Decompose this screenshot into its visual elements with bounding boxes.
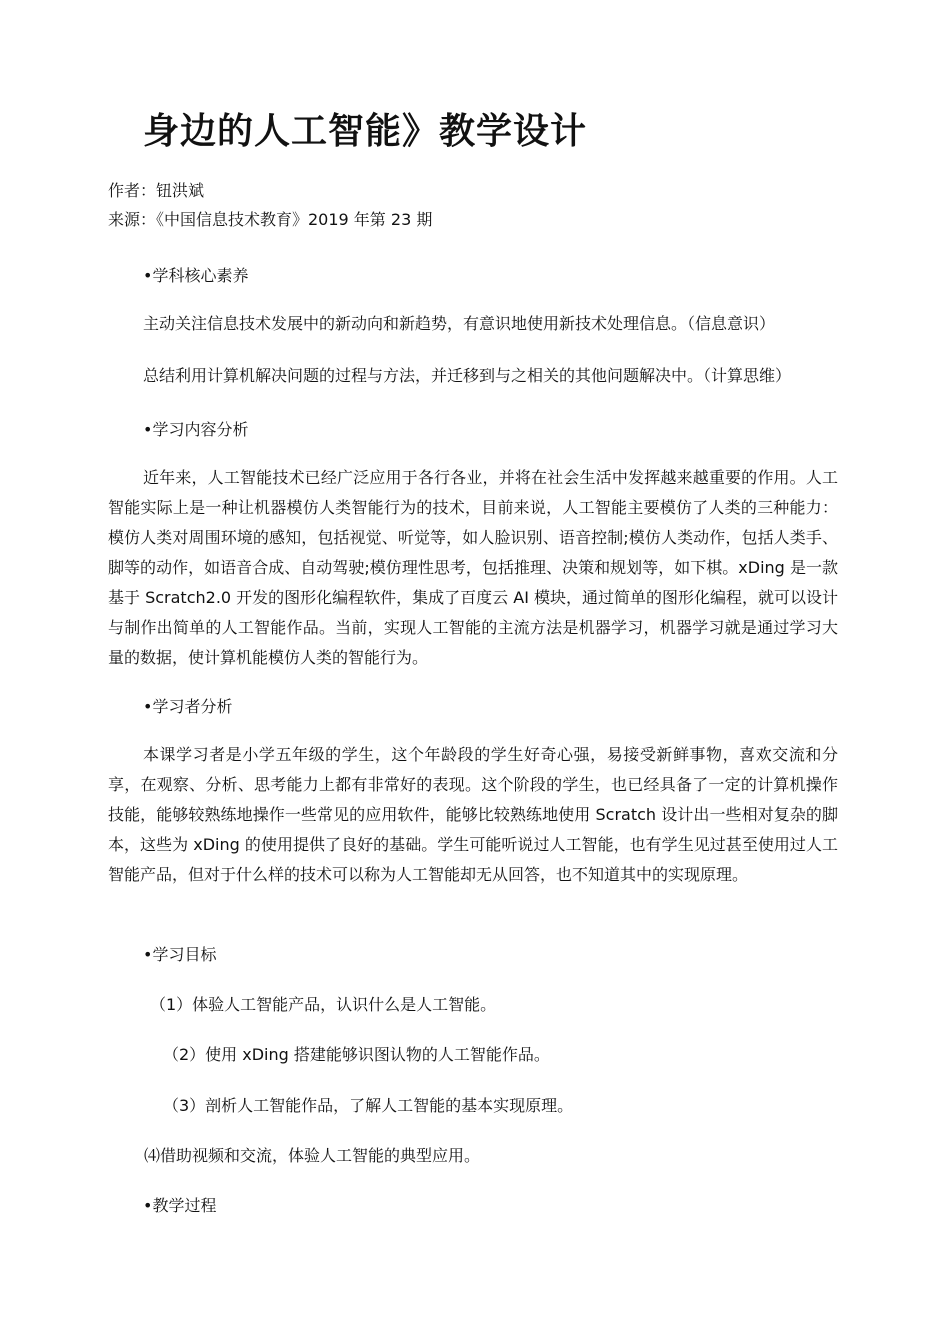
document-title: 身边的人工智能》教学设计 [143,111,588,152]
core-literacy-line-2: 总结利用计算机解决问题的过程与方法，并迁移到与之相关的其他问题解决中。（计算思维） [143,366,792,385]
author-line: 作者：钮洪斌 [108,181,205,200]
content-analysis-paragraph: 近年来，人工智能技术已经广泛应用于各行各业，并将在社会生活中发挥越来越重要的作用。人工智能实际上是一种让机器模仿人类智能行为的技术，目前来说，人工智能主要模仿了人类的三种能力：模仿人类对周围环境的感知，包括视觉、听觉等，如人脸识别、语音控制;模仿人类动作，包括人类手、脚等的动作，如语音合成、自动驾驶;模仿理性思考，包括推理、决策和规划等，如下棋。xDing 是一款基于 Scratch2.0 开发的图形化编程软件，集成了百度云 AI 模块，通过简单的图形化编程，就可以设计与制作出简单的人工智能作品。当前，实现人工智能的主流方法是机器学习，机器学习就是通过学习大量的数据，使计算机能模仿人类的智能行为。 [108,468,839,667]
objective-item-2: （2）使用 xDing 搭建能够识图认物的人工智能作品。 [163,1045,550,1064]
source-line: 来源：《中国信息技术教育》2019 年第 23 期 [108,210,433,229]
heading-core-literacy: •学科核心素养 [143,266,249,285]
objective-item-3: （3）剖析人工智能作品，了解人工智能的基本实现原理。 [163,1096,574,1115]
heading-learner-analysis: •学习者分析 [143,697,233,716]
heading-content-analysis: •学习内容分析 [143,420,249,439]
objective-item-1: （1）体验人工智能产品，认识什么是人工智能。 [150,995,497,1014]
objective-item-4: ⑷借助视频和交流，体验人工智能的典型应用。 [144,1146,481,1165]
heading-process: •教学过程 [143,1196,217,1215]
core-literacy-line-1: 主动关注信息技术发展中的新动向和新趋势，有意识地使用新技术处理信息。（信息意识） [143,314,776,333]
learner-analysis-paragraph: 本课学习者是小学五年级的学生，这个年龄段的学生好奇心强，易接受新鲜事物，喜欢交流和分享，在观察、分析、思考能力上都有非常好的表现。这个阶段的学生，也已经具备了一定的计算机操作技能，能够较熟练地操作一些常见的应用软件，能够比较熟练地使用 Scratch 设计出一些相对复杂的脚本，这些为 xDing 的使用提供了良好的基础。学生可能听说过人工智能，也有学生见过甚至使用过人工智能产品，但对于什么样的技术可以称为人工智能却无从回答，也不知道其中的实现原理。 [108,745,838,884]
heading-objectives: •学习目标 [143,945,217,964]
